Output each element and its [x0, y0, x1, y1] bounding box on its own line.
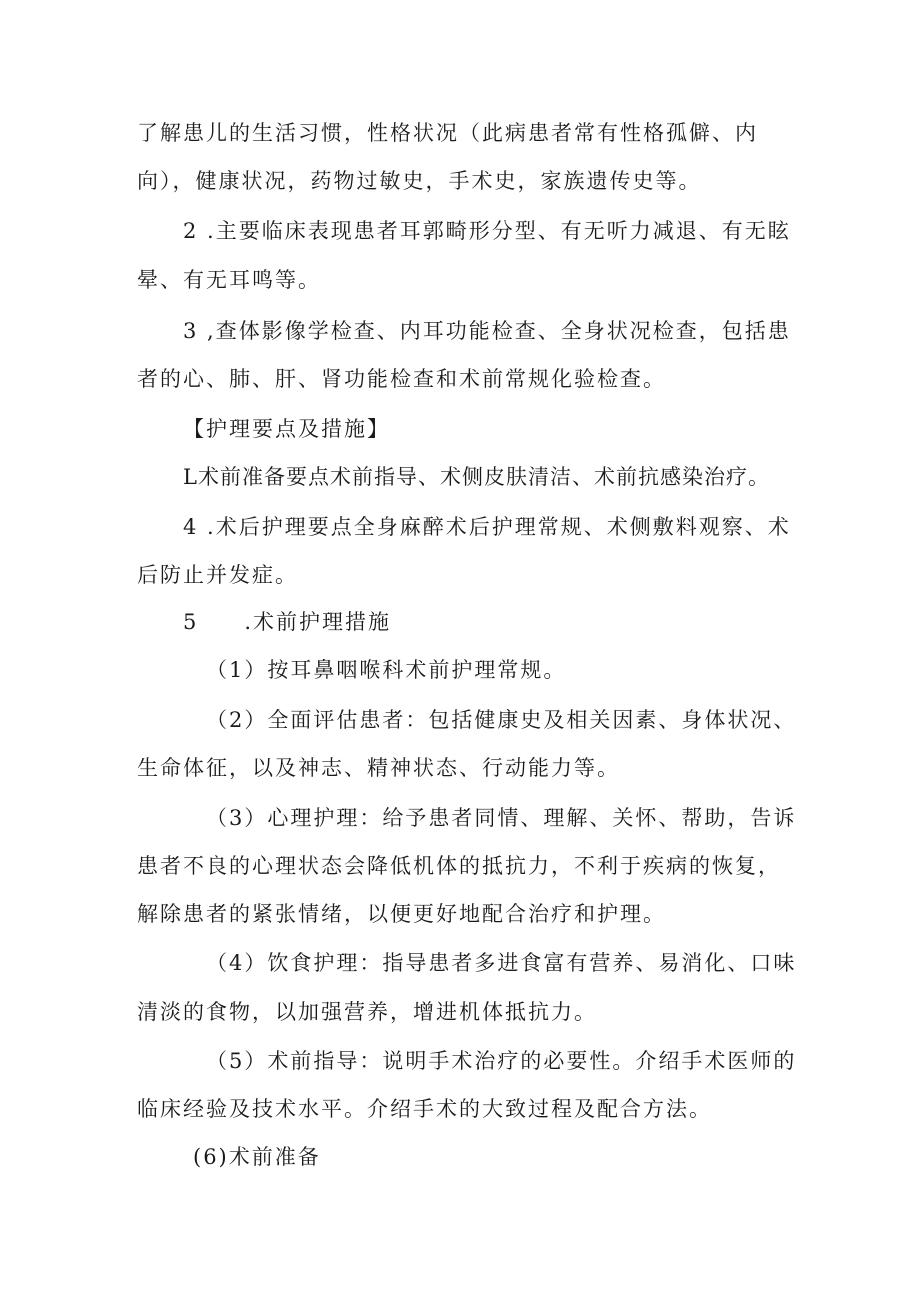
paragraph-line-4: 晕、有无耳鸣等。 — [137, 268, 321, 292]
list-item-2-line-1: （2）全面评估患者：包括健康史及相关因素、身体状况、 — [206, 708, 797, 732]
paragraph-line-1: 了解患儿的生活习惯，性格状况（此病患者常有性格孤僻、内 — [137, 121, 758, 145]
paragraph-line-11: 5 .术前护理措施 — [183, 610, 392, 634]
list-item-4-line-1: （4）饮食护理：指导患者多进食富有营养、易消化、口味 — [206, 951, 797, 975]
list-item-3-line-1: （3）心理护理：给予患者同情、理解、关怀、帮助，告诉 — [206, 806, 797, 830]
paragraph-line-3: 2 .主要临床表现患者耳郭畸形分型、有无听力减退、有无眩 — [183, 219, 791, 243]
paragraph-line-2: 向），健康状况，药物过敏史，手术史，家族遗传史等。 — [137, 169, 702, 193]
paragraph-line-10: 后防止并发症。 — [137, 563, 298, 587]
section-heading: 【护理要点及措施】 — [183, 417, 390, 441]
list-item-5-line-2: 临床经验及技术水平。介绍手术的大致过程及配合方法。 — [137, 1097, 712, 1121]
list-item-2-line-2: 生命体征，以及神志、精神状态、行动能力等。 — [137, 756, 620, 780]
list-item-6: (6)术前准备 — [193, 1145, 321, 1169]
list-item-3-line-2: 患者不良的心理状态会降低机体的抵抗力，不利于疾病的恢复， — [137, 854, 781, 878]
paragraph-line-5: 3 ,查体影像学检查、内耳功能检查、全身状况检查，包括患 — [183, 319, 791, 343]
paragraph-line-8: L术前准备要点术前指导、术侧皮肤清洁、术前抗感染治疗。 — [183, 465, 770, 489]
list-item-4-line-2: 清淡的食物，以加强营养，增进机体抵抗力。 — [137, 1000, 597, 1024]
paragraph-line-6: 者的心、肺、肝、肾功能检查和术前常规化验检查。 — [137, 367, 666, 391]
list-item-1: （1）按耳鼻咽喉科术前护理常规。 — [206, 658, 567, 682]
list-item-5-line-1: （5）术前指导：说明手术治疗的必要性。介绍手术医师的 — [206, 1049, 797, 1073]
list-item-3-line-3: 解除患者的紧张情绪，以便更好地配合治疗和护理。 — [137, 902, 666, 926]
paragraph-line-9: 4 .术后护理要点全身麻醉术后护理常规、术侧敷料观察、术 — [183, 515, 791, 539]
